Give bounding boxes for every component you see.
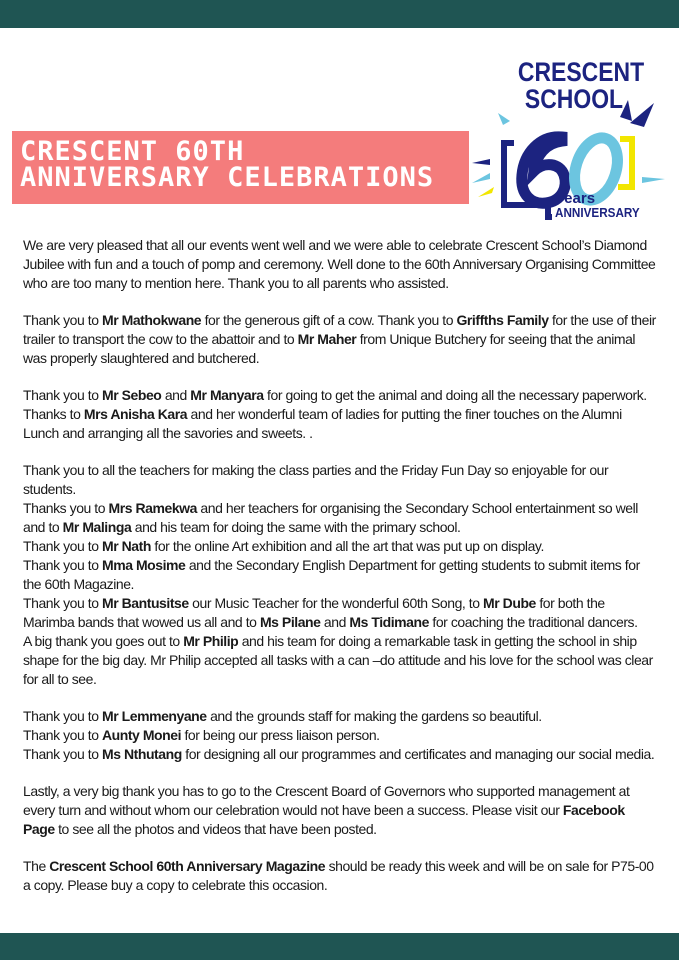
text: for the generous gift of a cow. Thank you to — [201, 312, 457, 328]
name-bold: Mr Maher — [297, 331, 357, 347]
text: for being our press liaison person. — [181, 727, 380, 743]
title-line-2: ANNIVERSARY CELEBRATIONS — [20, 162, 435, 193]
text: should be ready this week and will be on sale for P75-00 a copy. Please buy a copy to celebrate this occasion. — [23, 858, 654, 893]
school-logo — [470, 55, 670, 230]
paragraph-magazine — [23, 857, 656, 895]
text: and his team for doing the same with the primary school. — [131, 519, 461, 535]
text: Thanks you to — [23, 500, 109, 516]
text: Thank you to — [23, 312, 102, 328]
logo-name-line-1: CRESCENT — [517, 57, 645, 87]
text: for the online Art exhibition and all the art that was put up on display. — [150, 538, 544, 554]
text: Thank you to — [23, 727, 102, 743]
text: for going to get the animal and doing all the necessary paperwork. — [263, 387, 647, 403]
logo-name-line-2: SCHOOL — [524, 84, 624, 114]
name-bold: Mr Nath — [101, 538, 151, 554]
name-bold: Mr Manyara — [190, 387, 264, 403]
name-bold: Griffths Family — [456, 312, 549, 328]
bottom-color-band — [0, 933, 679, 960]
text: Thank you to — [23, 746, 102, 762]
text: Thank you to — [23, 538, 102, 554]
name-bold: Mr Sebeo — [101, 387, 162, 403]
logo-ray-navy-right — [630, 103, 654, 127]
name-bold: Mr Mathokwane — [101, 312, 202, 328]
name-bold: Mr Dube — [483, 595, 536, 611]
logo-ray-cyan-lowleft — [472, 173, 490, 183]
logo-ray-navy-left — [472, 159, 490, 165]
text: Thank you to — [23, 708, 102, 724]
text: Thank you to — [23, 387, 102, 403]
text: for the use of their trailer to transport the cow to the abattoir and to — [23, 312, 656, 347]
logo-ray-cyan-right — [642, 177, 665, 183]
text: Thank you to — [23, 595, 102, 611]
name-bold: Mr Malinga — [62, 519, 132, 535]
text: A big thank you goes out to — [23, 633, 184, 649]
text: for designing all our programmes and certificates and managing our social media. — [181, 746, 655, 762]
paragraph-cow-gift — [23, 311, 656, 368]
paragraph-teachers — [23, 461, 656, 689]
name-bold: Aunty Monei — [101, 727, 182, 743]
name-bold: Ms Pilane — [259, 614, 321, 630]
letter-body — [23, 236, 656, 913]
text: to see all the photos and videos that have been posted. — [54, 821, 377, 837]
name-bold: Mrs Anisha Kara — [83, 406, 188, 422]
logo-years: Years — [555, 190, 596, 207]
logo-anniversary: ANNIVERSARY — [555, 205, 640, 220]
logo-ray-cyan-left — [498, 113, 510, 125]
text: and his team for doing a remarkable task in getting the school in ship shape for the big day. Mr Philip accepted all tasks with a can –do attitude and his love for the school was clear for all to see. — [23, 633, 653, 687]
paragraph-board — [23, 782, 656, 839]
facebook-page-link: Facebook Page — [23, 802, 625, 837]
text: from Unique Butchery for seeing that the animal was properly slaughtered and butchered. — [23, 331, 636, 366]
name-bold: Mr Philip — [183, 633, 239, 649]
top-color-band — [0, 0, 679, 28]
text: and the grounds staff for making the gardens so beautiful. — [206, 708, 542, 724]
text: The — [23, 858, 50, 874]
text: Thank you to all the teachers for making the class parties and the Friday Fun Day so enjoyable for our students. — [23, 462, 609, 497]
text: Thanks to — [23, 406, 84, 422]
logo-school-name — [517, 57, 645, 114]
text: We are very pleased that all our events went well and we were able to celebrate Crescent School’s Diamond Jubilee with fun and a touch of pomp and ceremony. Well done to the 60th Anniversary Organising Committee who are too many to mention here. Thank you to all parents who assisted. — [23, 237, 656, 291]
text: our Music Teacher for the wonderful 60th Song, to — [188, 595, 484, 611]
text: Lastly, a very big thank you has to go to the Crescent Board of Governors who supported management at every turn and without whom our celebration would not have been a success. Please visit our — [23, 783, 630, 818]
text: and — [320, 614, 350, 630]
magazine-title: Crescent School 60th Anniversary Magazine — [49, 858, 326, 874]
text: and the Secondary English Department for getting students to submit items for the 60th Magazine. — [23, 557, 640, 592]
text: and — [161, 387, 191, 403]
text: for both the Marimba bands that wowed us all and to — [23, 595, 605, 630]
text: for coaching the traditional dancers. — [428, 614, 638, 630]
page-title — [20, 136, 480, 193]
paragraph-paperwork — [23, 386, 656, 443]
logo-ray-yellow-left — [478, 187, 494, 197]
name-bold: Mrs Ramekwa — [108, 500, 197, 516]
text: Thank you to — [23, 557, 102, 573]
name-bold: Mr Lemmenyane — [101, 708, 207, 724]
name-bold: Ms Tidimane — [349, 614, 429, 630]
name-bold: Mr Bantusitse — [101, 595, 189, 611]
title-line-1: CRESCENT 60TH — [20, 136, 245, 167]
name-bold: Ms Nthutang — [101, 746, 182, 762]
text: and her teachers for organising the Secondary School entertainment so well and to — [23, 500, 638, 535]
name-bold: Mma Mosime — [101, 557, 186, 573]
paragraph-intro — [23, 236, 656, 293]
text: and her wonderful team of ladies for putting the finer touches on the Alumni Lunch and arranging all the savories and sweets. . — [23, 406, 622, 441]
paragraph-staff — [23, 707, 656, 764]
